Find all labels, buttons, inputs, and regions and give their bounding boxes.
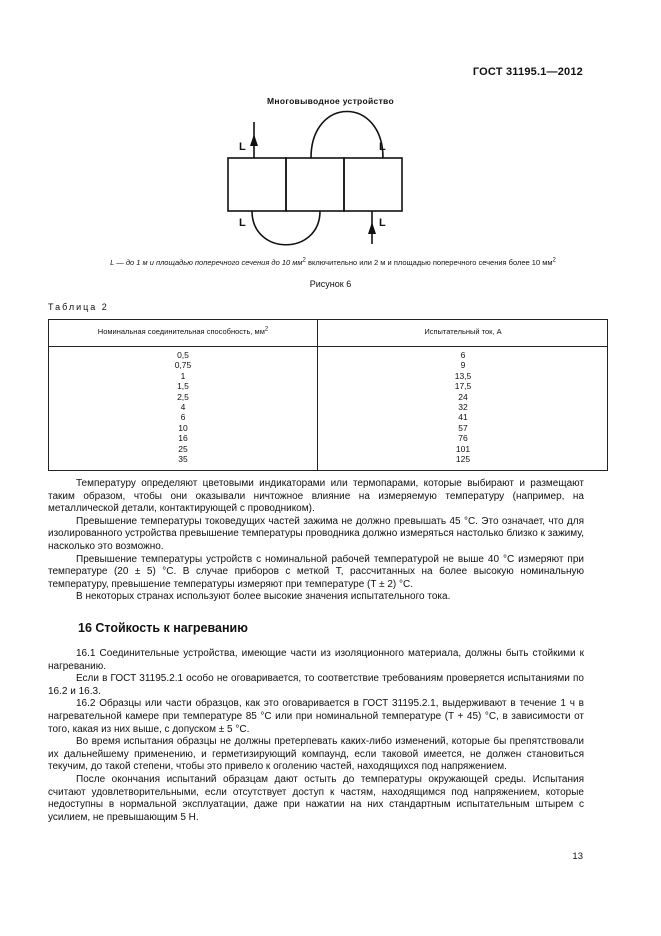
caption-part-2: включительно или 2 м и площадью поперечного сечения более 10 мм [305,258,553,267]
paragraph: Температуру определяют цветовыми индикаторами или термопарами, которые выбирают и размещают таким образом, чтобы они оказывали ничтожное влияние на измеряемую температуру (например, на металлической детали, контактирующей с проводником). [48,478,584,515]
length-label-bottom-left: L [239,217,246,229]
paragraph: После окончания испытаний образцам дают остыть до температуры окружающей среды. Испытания считают удовлетворительными, если отсутствует доступ к частям, находящимся под напряжением, которые недоступны в нормальной эксплуатации, даже при нажатии на них стандартным испытательным штырем с усилием, не превышающим 5 Н. [48,773,584,823]
figure-number: Рисунок 6 [309,279,352,289]
table-cell: 2,5 [177,391,189,402]
length-label-top-right: L [379,141,386,153]
table-cell: 16 [178,433,188,444]
figure-title: Многовыводное устройство [267,96,394,106]
table-cell: 4 [180,402,186,413]
table-cell: 6 [180,412,186,423]
table-cell: 1 [180,370,186,381]
table-label: Таблица 2 [48,302,109,312]
paragraph: 16.1 Соединительные устройства, имеющие части из изоляционного материала, должны быть стойкими к нагреванию. [48,648,584,672]
table-cell: 17,5 [454,381,472,392]
terminal-block-1 [228,158,286,211]
table-cell: 9 [460,360,466,371]
table-cell: 35 [178,454,188,465]
table-cell: 13,5 [454,370,472,381]
table-header-capacity: Номинальная соединительная способность, $мм^2$ [97,326,269,336]
table-cell: 6 [460,350,466,360]
table-cell: 0,75 [174,360,192,371]
table-cell: 76 [458,433,468,444]
table-cell: 1,5 [177,381,189,392]
multi-terminal-device-diagram [0,0,661,260]
table-header-current: Испытательный ток, А [424,327,502,336]
length-label-bottom-right: L [379,217,386,229]
text-block-section [48,648,584,824]
column-capacity [49,350,317,464]
bottom-conductor-loop [252,211,320,245]
text-block-top [48,478,584,604]
paragraph: Превышение температуры устройств с номинальной рабочей температурой не выше 40 °С измеряют при температуре (20 ± 5) °С. В случае приборов с меткой Т, рассчитанных на более высокую номинальную температуру, превышение температуры измеряют при температуре (T ± 2) °С. [48,553,584,590]
caption-part-1: L — до 1 м и площадью поперечного сечения до 10 мм [110,258,303,267]
figure-caption [48,258,618,267]
page-number: 13 [572,851,583,862]
caption-sup-2: 2 [552,257,556,264]
standard-header: ГОСТ 31195.1—2012 [472,66,583,78]
terminal-block-3 [344,158,402,211]
length-label-top-left: L [239,141,246,153]
top-conductor-loop [311,112,383,159]
terminal-block-2 [286,158,344,211]
paragraph: Если в ГОСТ 31195.2.1 особо не оговаривается, то соответствие требованиям проверяется испытаниями по 16.2 и 16.3. [48,673,584,697]
test-current-table [48,319,608,471]
paragraph: 16.2 Образцы или части образцов, как это оговаривается в ГОСТ 31195.2.1, выдерживают в течение 1 ч в нагревательной камере при температуре 85 °С или при номинальной температуре (T + 45) °С, в зависимости от того, какая из них выше, с допуском ± 5 °С. [48,698,584,735]
caption-sup-1: 2 [302,257,306,264]
arrow-up-icon [368,222,376,234]
section-heading: 16 Стойкость к нагреванию [78,621,248,635]
table-cell: 57 [458,422,468,433]
paragraph: Во время испытания образцы не должны претерпевать каких-либо изменений, которые бы препятствовали их дальнейшему применению, и герметизирующий компаунд, если таковой имеется, не должен становиться текучим, до такой степени, чтобы это привело к оголению частей, находящихся под напряжением. [48,736,584,773]
arrow-up-icon [250,134,258,146]
paragraph: В некоторых странах используют более высокие значения испытательного тока. [76,591,451,603]
column-current [317,350,609,464]
table-cell: 32 [458,402,468,413]
table-cell: 10 [178,422,188,433]
paragraph: Превышение температуры токоведущих частей зажима не должно превышать 45 °С. Это означает, что для изолированного устройства превышение температуры проводника должно измеряться настолько близко к зажиму, насколько это возможно. [48,515,584,552]
table-cell: 24 [458,391,468,402]
table-cell: 125 [455,454,471,465]
table-cell: 25 [178,443,188,454]
table-cell: 41 [458,412,468,423]
table-cell: 0,5 [177,350,189,360]
table-cell: 101 [455,443,471,454]
